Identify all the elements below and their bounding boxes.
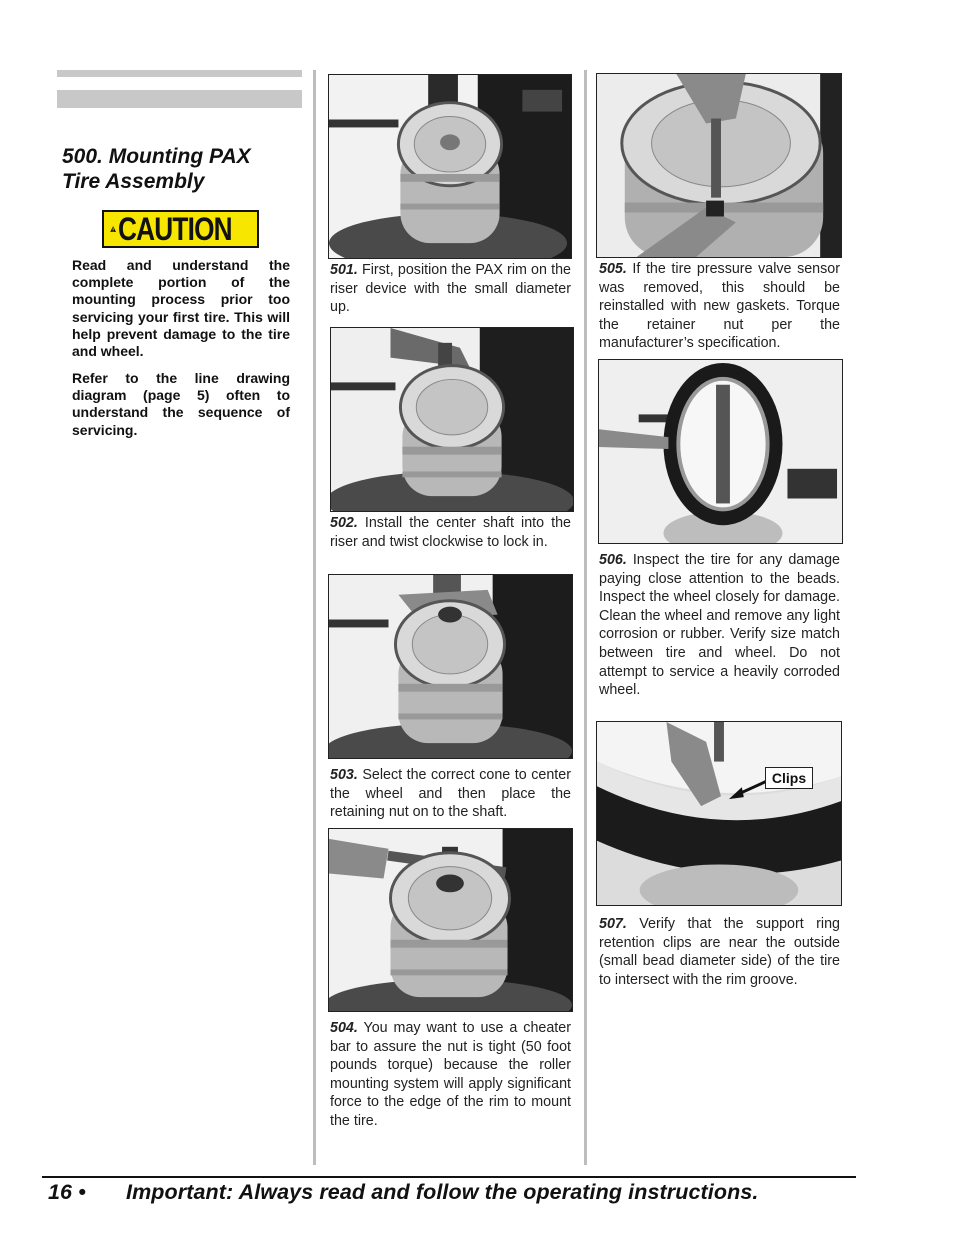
step-text: You may want to use a cheater bar to assure the nut is tight (50 foot pounds torque) because the roller mounting system will apply significant force to the edge of the rim to mount the tire. xyxy=(330,1020,571,1129)
column-divider-right xyxy=(584,70,587,1165)
caption-step-502 xyxy=(330,514,571,551)
section-title-line2: Tire Assembly xyxy=(62,170,205,193)
step-number: 507. xyxy=(599,916,627,932)
clips-label: Clips xyxy=(765,767,813,789)
header-rule-thin xyxy=(57,70,302,77)
step-number: 506. xyxy=(599,552,627,568)
step-number: 503. xyxy=(330,767,358,783)
step-number: 502. xyxy=(330,515,358,531)
photo-step-503 xyxy=(328,574,573,759)
caption-step-507 xyxy=(599,915,840,989)
caption-step-504 xyxy=(330,1019,571,1131)
footer-rule xyxy=(42,1176,856,1178)
caution-paragraph-1: Read and understand the complete portion of the mounting process prior too servicing your first tire. This will help prevent damage to the tire and wheel. xyxy=(72,257,290,360)
photo-step-507 xyxy=(596,721,842,906)
column-divider-left xyxy=(313,70,316,1165)
page-number: 16 • xyxy=(48,1180,86,1204)
photo-step-501 xyxy=(328,74,572,259)
header-rule-thick xyxy=(57,90,302,108)
section-title-line1: 500. Mounting PAX xyxy=(62,145,251,168)
footer xyxy=(48,1180,758,1205)
caution-badge xyxy=(102,210,259,248)
step-text: First, position the PAX rim on the riser device with the small diameter up. xyxy=(330,262,571,316)
caption-step-506 xyxy=(599,551,840,700)
caution-label: CAUTION xyxy=(118,211,233,247)
footer-text: Important: Always read and follow the operating instructions. xyxy=(126,1180,759,1204)
caption-step-505 xyxy=(599,260,840,353)
step-text: Install the center shaft into the riser and twist clockwise to lock in. xyxy=(330,515,571,550)
section-title xyxy=(62,144,302,194)
step-text: If the tire pressure valve sensor was removed, this should be reinstalled with new gaskets. Torque the retainer nut per the manufacturer’s specification. xyxy=(599,261,840,352)
photo-step-504 xyxy=(328,828,573,1012)
step-text: Verify that the support ring retention clips are near the outside (small bead diameter side) of the tire to intersect with the rim groove. xyxy=(599,916,840,988)
step-number: 505. xyxy=(599,261,627,277)
photo-step-505 xyxy=(596,73,842,258)
photo-step-506 xyxy=(598,359,843,544)
caption-step-501 xyxy=(330,261,571,317)
step-number: 501. xyxy=(330,262,358,278)
step-text: Select the correct cone to center the wheel and then place the retaining nut on to the shaft. xyxy=(330,767,571,821)
step-number: 504. xyxy=(330,1020,358,1036)
step-text: Inspect the tire for any damage paying close attention to the beads. Inspect the wheel closely for damage. Clean the wheel and remove any light corrosion or rubber. Verify size match between tire and wheel. Do not attempt to service a heavily corroded wheel. xyxy=(599,552,840,699)
caption-step-503 xyxy=(330,766,571,822)
photo-step-502 xyxy=(330,327,574,512)
caution-paragraph-2: Refer to the line drawing diagram (page 5) often to understand the sequence of servicing. xyxy=(72,370,290,438)
warning-triangle-icon xyxy=(110,214,116,244)
